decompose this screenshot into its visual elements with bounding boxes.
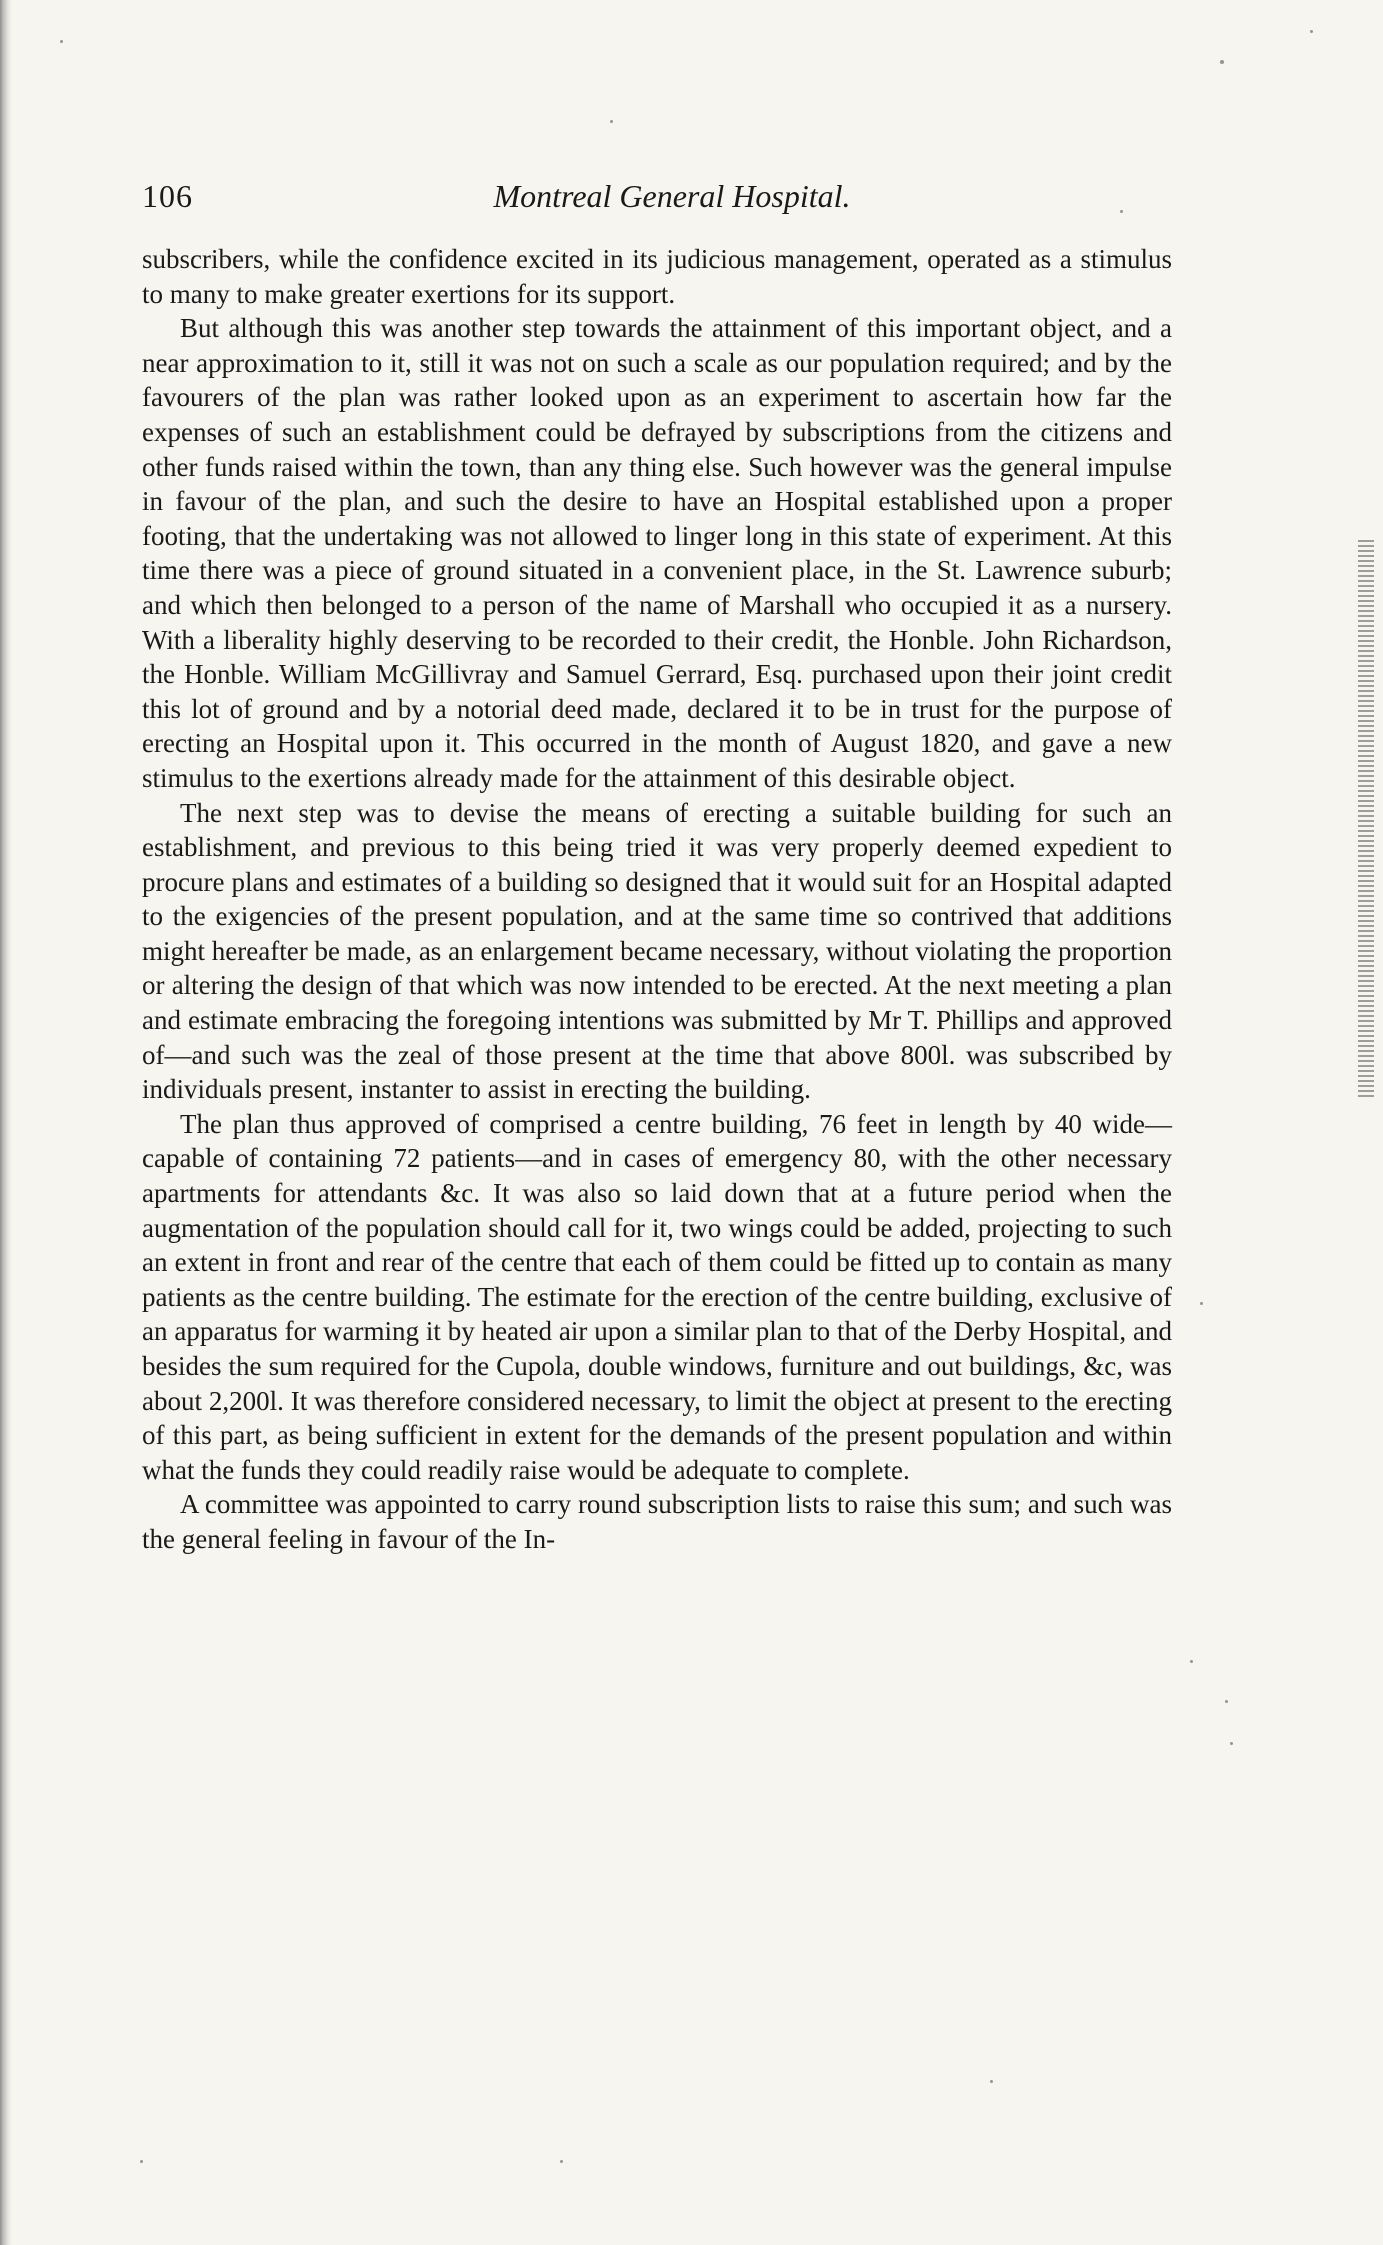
page-number: 106 xyxy=(142,178,193,214)
paragraph: A committee was appointed to carry round subscription lists to raise this sum; and such was the general feeling in favour of the In- xyxy=(142,1489,1172,1554)
scan-speck xyxy=(60,40,63,43)
paragraph: subscribers, while the confidence excited in its judicious management, operated as a stimulus to many to make greater exertions for its support. xyxy=(142,244,1172,309)
paragraph: The plan thus approved of comprised a centre building, 76 feet in length by 40 wide—capable of containing 72 patients—and in cases of emergency 80, with the other necessary apartments for attendants &c. It was also so laid down that at a future period when the augmentation of the population should call for it, two wings could be added, projecting to such an extent in front and rear of the centre that each of them could be fitted up to contain as many patients as the centre building. The estimate for the erection of the centre building, exclusive of an apparatus for warming it by heated air upon a similar plan to that of the Derby Hospital, and besides the sum required for the Cupola, double windows, furniture and out buildings, &c, was about 2,200l. It was therefore considered necessary, to limit the object at present to the erecting of this part, as being sufficient in extent for the demands of the present population and within what the funds they could readily raise would be adequate to complete. xyxy=(142,1108,1172,1485)
page-binding-edge xyxy=(0,0,12,2245)
scan-speck xyxy=(610,120,613,123)
margin-scan-artifact xyxy=(1358,540,1374,1100)
scan-speck xyxy=(560,2160,563,2163)
scan-speck xyxy=(140,2160,143,2163)
body-text xyxy=(142,242,1172,1557)
scan-speck xyxy=(1310,30,1313,33)
scan-speck xyxy=(1225,1700,1228,1703)
page-header xyxy=(142,178,1172,228)
scan-speck xyxy=(1190,1660,1193,1663)
running-title: Montreal General Hospital. xyxy=(493,178,851,214)
scan-speck xyxy=(990,2080,993,2083)
scan-speck xyxy=(1230,1742,1233,1745)
scan-speck xyxy=(1200,1302,1203,1305)
scan-speck xyxy=(1220,60,1224,64)
paragraph: But although this was another step towards the attainment of this important object, and a near approximation to it, still it was not on such a scale as our population required; and by the favourers of the plan was rather looked upon as an experiment to ascertain how far the expenses of such an establishment could be defrayed by subscriptions from the citizens and other funds raised within the town, than any thing else. Such however was the general impulse in favour of the plan, and such the desire to have an Hospital established upon a proper footing, that the undertaking was not allowed to linger long in this state of experiment. At this time there was a piece of ground situated in a convenient place, in the St. Lawrence suburb; and which then belonged to a person of the name of Marshall who occupied it as a nursery. With a liberality highly deserving to be recorded to their credit, the Honble. John Richardson, the Honble. William McGillivray and Samuel Gerrard, Esq. purchased upon their joint credit this lot of ground and by a notorial deed made, declared it to be in trust for the purpose of erecting an Hospital upon it. This occurred in the month of August 1820, and gave a new stimulus to the exertions already made for the attainment of this desirable object. xyxy=(142,313,1172,793)
paragraph: The next step was to devise the means of erecting a suitable building for such an establishment, and previous to this being tried it was very properly deemed expedient to procure plans and estimates of a building so designed that it would suit for an Hospital adapted to the exigencies of the present population, and at the same time so contrived that additions might hereafter be made, as an enlargement became necessary, without violating the proportion or altering the design of that which was now intended to be erected. At the next meeting a plan and estimate embracing the foregoing intentions was submitted by Mr T. Phillips and approved of—and such was the zeal of those present at the time that above 800l. was subscribed by individuals present, instanter to assist in erecting the building. xyxy=(142,797,1172,1105)
